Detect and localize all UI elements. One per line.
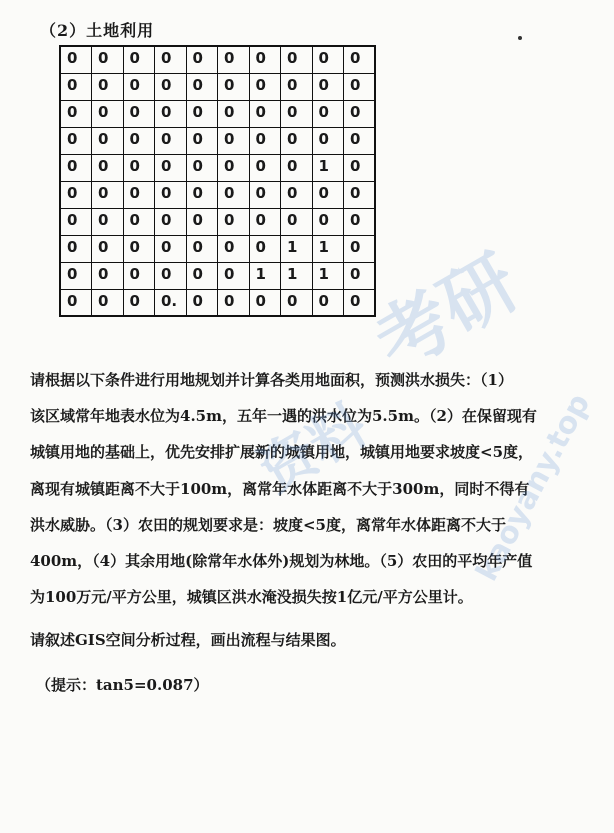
grid-cell: 0 <box>344 235 376 262</box>
paragraph-line: 城镇用地的基础上，优先安排扩展新的城镇用地，城镇用地要求坡度<5度， <box>30 443 534 462</box>
paragraph-line: 为100万元/平方公里，城镇区洪水淹没损失按1亿元/平方公里计。 <box>30 588 473 607</box>
grid-cell: 1 <box>312 154 344 181</box>
grid-cell: 0 <box>155 100 187 127</box>
grid-cell: 0 <box>249 289 281 316</box>
grid-cell: 0 <box>123 181 155 208</box>
paragraph-line: 洪水威胁。（3）农田的规划要求是：坡度<5度，离常年水体距离不大于 <box>30 515 506 534</box>
grid-cell: 0 <box>218 154 250 181</box>
grid-cell: 0 <box>92 100 124 127</box>
grid-cell: 0 <box>92 208 124 235</box>
grid-cell: 0 <box>218 73 250 100</box>
grid-cell: 0 <box>344 208 376 235</box>
grid-cell: 0 <box>186 262 218 289</box>
grid-cell: 1 <box>312 235 344 262</box>
grid-cell: 0 <box>60 73 92 100</box>
grid-row <box>60 208 375 235</box>
problem-paragraph <box>30 362 590 615</box>
grid-cell: 0 <box>312 289 344 316</box>
grid-cell: 0 <box>249 46 281 73</box>
grid-cell: 0 <box>218 262 250 289</box>
grid-cell: 0 <box>60 235 92 262</box>
grid-cell: 0 <box>92 73 124 100</box>
grid-cell: 0 <box>249 127 281 154</box>
grid-cell: 0 <box>344 100 376 127</box>
grid-cell: 0 <box>218 181 250 208</box>
grid-cell: 0 <box>218 46 250 73</box>
grid-row <box>60 262 375 289</box>
grid-cell: 0 <box>155 262 187 289</box>
grid-cell: 0 <box>344 73 376 100</box>
grid-cell: 0 <box>123 235 155 262</box>
grid-cell: 0 <box>249 181 281 208</box>
grid-cell: 0 <box>155 73 187 100</box>
grid-cell: 0 <box>281 154 313 181</box>
grid-cell: 0 <box>344 262 376 289</box>
grid-cell: 0 <box>186 181 218 208</box>
grid-cell: 0 <box>92 154 124 181</box>
grid-row <box>60 46 375 73</box>
question-text: 请叙述GIS空间分析过程，画出流程与结果图。 <box>30 631 346 649</box>
grid-cell: 0 <box>249 235 281 262</box>
hint-text: （提示：tan5=0.087） <box>36 676 209 694</box>
grid-cell: 0 <box>281 46 313 73</box>
grid-cell: 0 <box>60 181 92 208</box>
grid-cell: 0 <box>281 100 313 127</box>
grid-cell: 0 <box>186 46 218 73</box>
grid-cell: 0 <box>344 46 376 73</box>
grid-cell: 0 <box>249 208 281 235</box>
grid-cell: 0 <box>92 46 124 73</box>
grid-cell: 1 <box>249 262 281 289</box>
grid-cell: 0 <box>218 235 250 262</box>
section-heading: （2）土地利用 <box>40 21 155 40</box>
grid-cell: 0 <box>155 208 187 235</box>
grid-cell: 0 <box>218 127 250 154</box>
grid-cell: 0 <box>155 154 187 181</box>
grid-cell: 0 <box>92 289 124 316</box>
grid-cell: 0 <box>60 127 92 154</box>
grid-cell: 0 <box>281 289 313 316</box>
grid-cell: 0 <box>60 154 92 181</box>
grid-cell: 0 <box>92 235 124 262</box>
grid-cell: 0 <box>123 73 155 100</box>
grid-row <box>60 154 375 181</box>
grid-cell: 0 <box>344 154 376 181</box>
grid-cell: 0 <box>312 73 344 100</box>
grid-cell: 0 <box>92 262 124 289</box>
paragraph-line: 该区域常年地表水位为4.5m，五年一遇的洪水位为5.5m。（2）在保留现有 <box>30 407 537 426</box>
grid-cell: 0 <box>123 289 155 316</box>
grid-row <box>60 181 375 208</box>
grid-cell: 0 <box>312 127 344 154</box>
grid-cell: 1 <box>281 262 313 289</box>
grid-cell: 0 <box>186 208 218 235</box>
grid-cell: 0 <box>312 100 344 127</box>
grid-cell: 0 <box>344 289 376 316</box>
grid-cell: 0 <box>92 127 124 154</box>
watermark-url: kaoyany.top <box>469 388 598 587</box>
grid-cell: 0 <box>344 181 376 208</box>
grid-cell: 0 <box>312 181 344 208</box>
grid-cell: 0 <box>60 100 92 127</box>
grid-cell: 0 <box>186 73 218 100</box>
grid-cell: 1 <box>312 262 344 289</box>
grid-cell: 0 <box>123 154 155 181</box>
grid-cell: 0 <box>92 181 124 208</box>
paragraph-line: 离现有城镇距离不大于100m，离常年水体距离不大于300m，同时不得有 <box>30 479 530 498</box>
grid-cell: 0 <box>218 208 250 235</box>
grid-body <box>60 46 375 316</box>
paragraph-line: 请根据以下条件进行用地规划并计算各类用地面积，预测洪水损失：（1） <box>30 371 513 389</box>
grid-row <box>60 73 375 100</box>
grid-row <box>60 127 375 154</box>
land-use-grid <box>59 45 376 317</box>
grid-cell: 0 <box>186 154 218 181</box>
grid-cell: 1 <box>281 235 313 262</box>
watermark-text: 资料 <box>248 392 378 506</box>
grid-cell: 0 <box>123 127 155 154</box>
grid-cell: 0 <box>344 127 376 154</box>
grid-cell: 0. <box>155 289 187 316</box>
grid-cell: 0 <box>155 235 187 262</box>
grid-row <box>60 289 375 316</box>
grid-cell: 0 <box>186 235 218 262</box>
grid-cell: 0 <box>123 208 155 235</box>
grid-row <box>60 235 375 262</box>
grid-cell: 0 <box>186 127 218 154</box>
grid-cell: 0 <box>186 100 218 127</box>
grid-cell: 0 <box>60 46 92 73</box>
watermark-text: 考研 <box>361 238 533 388</box>
grid-cell: 0 <box>218 100 250 127</box>
grid-cell: 0 <box>123 262 155 289</box>
grid-cell: 0 <box>281 181 313 208</box>
grid-cell: 0 <box>312 46 344 73</box>
grid-cell: 0 <box>123 46 155 73</box>
grid-cell: 0 <box>249 100 281 127</box>
grid-cell: 0 <box>155 181 187 208</box>
grid-cell: 0 <box>249 154 281 181</box>
grid-cell: 0 <box>60 262 92 289</box>
grid-cell: 0 <box>249 73 281 100</box>
grid-cell: 0 <box>281 127 313 154</box>
grid-cell: 0 <box>60 289 92 316</box>
grid-cell: 0 <box>281 73 313 100</box>
grid-cell: 0 <box>218 289 250 316</box>
stray-dot <box>518 36 522 40</box>
grid-cell: 0 <box>281 208 313 235</box>
grid-cell: 0 <box>123 100 155 127</box>
grid-row <box>60 100 375 127</box>
grid-cell: 0 <box>155 127 187 154</box>
grid-cell: 0 <box>312 208 344 235</box>
grid-cell: 0 <box>186 289 218 316</box>
paragraph-line: 400m，（4）其余用地(除常年水体外)规划为林地。（5）农田的平均年产值 <box>30 552 533 571</box>
grid-cell: 0 <box>155 46 187 73</box>
grid-cell: 0 <box>60 208 92 235</box>
